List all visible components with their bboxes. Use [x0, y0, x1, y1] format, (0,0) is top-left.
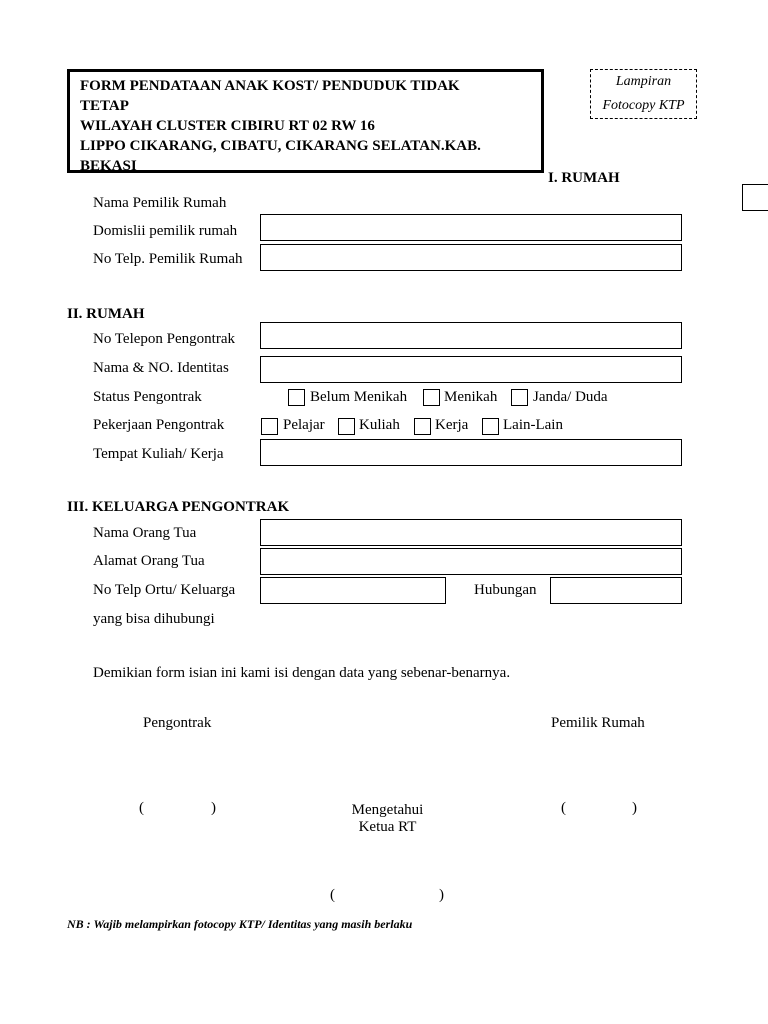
job-work-checkbox[interactable]: [414, 418, 431, 435]
job-student-checkbox[interactable]: [261, 418, 278, 435]
tenant-id-field[interactable]: [260, 356, 682, 383]
owner-close-paren: ): [632, 800, 637, 816]
edge-box: [742, 184, 768, 211]
job-student-label: Pelajar: [283, 417, 325, 433]
section-1-heading: I. RUMAH: [548, 170, 620, 186]
tenant-phone-label: No Telepon Pengontrak: [93, 331, 235, 347]
title-line: TETAP: [80, 98, 129, 114]
job-work-label: Kerja: [435, 417, 469, 433]
owner-signature-label: Pemilik Rumah: [551, 715, 645, 731]
rt-head-label: Ketua RT: [358, 819, 417, 835]
title-line: WILAYAH CLUSTER CIBIRU RT 02 RW 16: [80, 118, 375, 134]
parent-name-label: Nama Orang Tua: [93, 525, 197, 541]
owner-domicile-label: Domislii pemilik rumah: [93, 223, 238, 239]
section-3-heading: III. KELUARGA PENGONTRAK: [67, 499, 290, 515]
workplace-label: Tempat Kuliah/ Kerja: [93, 446, 224, 462]
lampiran-label: Lampiran: [615, 74, 672, 89]
tenant-signature-label: Pengontrak: [143, 715, 212, 731]
form-title-box: [67, 69, 544, 173]
rt-open-paren: (: [330, 887, 335, 903]
title-line: LIPPO CIKARANG, CIBATU, CIKARANG SELATAN.KAB.: [80, 138, 481, 154]
status-widowed-label: Janda/ Duda: [533, 389, 608, 405]
owner-domicile-field[interactable]: [260, 214, 682, 241]
tenant-status-label: Status Pengontrak: [93, 389, 202, 405]
status-single-checkbox[interactable]: [288, 389, 305, 406]
family-phone-field[interactable]: [260, 577, 446, 604]
acknowledge-label: Mengetahui: [351, 802, 424, 818]
owner-open-paren: (: [561, 800, 566, 816]
tenant-job-label: Pekerjaan Pengontrak: [93, 417, 225, 433]
title-line: FORM PENDATAAN ANAK KOST/ PENDUDUK TIDAK: [80, 78, 460, 94]
relation-label: Hubungan: [474, 582, 537, 598]
owner-phone-label: No Telp. Pemilik Rumah: [93, 251, 243, 267]
status-married-label: Menikah: [444, 389, 498, 405]
declaration-text: Demikian form isian ini kami isi dengan data yang sebenar-benarnya.: [93, 665, 511, 681]
fotocopy-ktp-label: Fotocopy KTP: [602, 98, 685, 113]
tenant-close-paren: ): [211, 800, 216, 816]
job-college-label: Kuliah: [359, 417, 400, 433]
status-widowed-checkbox[interactable]: [511, 389, 528, 406]
owner-name-label: Nama Pemilik Rumah: [93, 195, 227, 211]
job-other-checkbox[interactable]: [482, 418, 499, 435]
relation-field[interactable]: [550, 577, 682, 604]
status-single-label: Belum Menikah: [310, 389, 408, 405]
tenant-id-label: Nama & NO. Identitas: [93, 360, 229, 376]
parent-name-field[interactable]: [260, 519, 682, 546]
status-married-checkbox[interactable]: [423, 389, 440, 406]
workplace-field[interactable]: [260, 439, 682, 466]
family-phone-label-cont: yang bisa dihubungi: [93, 611, 215, 627]
tenant-phone-field[interactable]: [260, 322, 682, 349]
rt-close-paren: ): [439, 887, 444, 903]
section-2-heading: II. RUMAH: [67, 306, 145, 322]
tenant-open-paren: (: [139, 800, 144, 816]
footnote: NB : Wajib melampirkan fotocopy KTP/ Identitas yang masih berlaku: [67, 917, 413, 931]
parent-address-field[interactable]: [260, 548, 682, 575]
job-other-label: Lain-Lain: [503, 417, 563, 433]
owner-phone-field[interactable]: [260, 244, 682, 271]
family-phone-label: No Telp Ortu/ Keluarga: [93, 582, 236, 598]
ktp-attachment-box: [590, 69, 697, 119]
job-college-checkbox[interactable]: [338, 418, 355, 435]
parent-address-label: Alamat Orang Tua: [93, 553, 205, 569]
title-line: BEKASI: [80, 158, 137, 174]
